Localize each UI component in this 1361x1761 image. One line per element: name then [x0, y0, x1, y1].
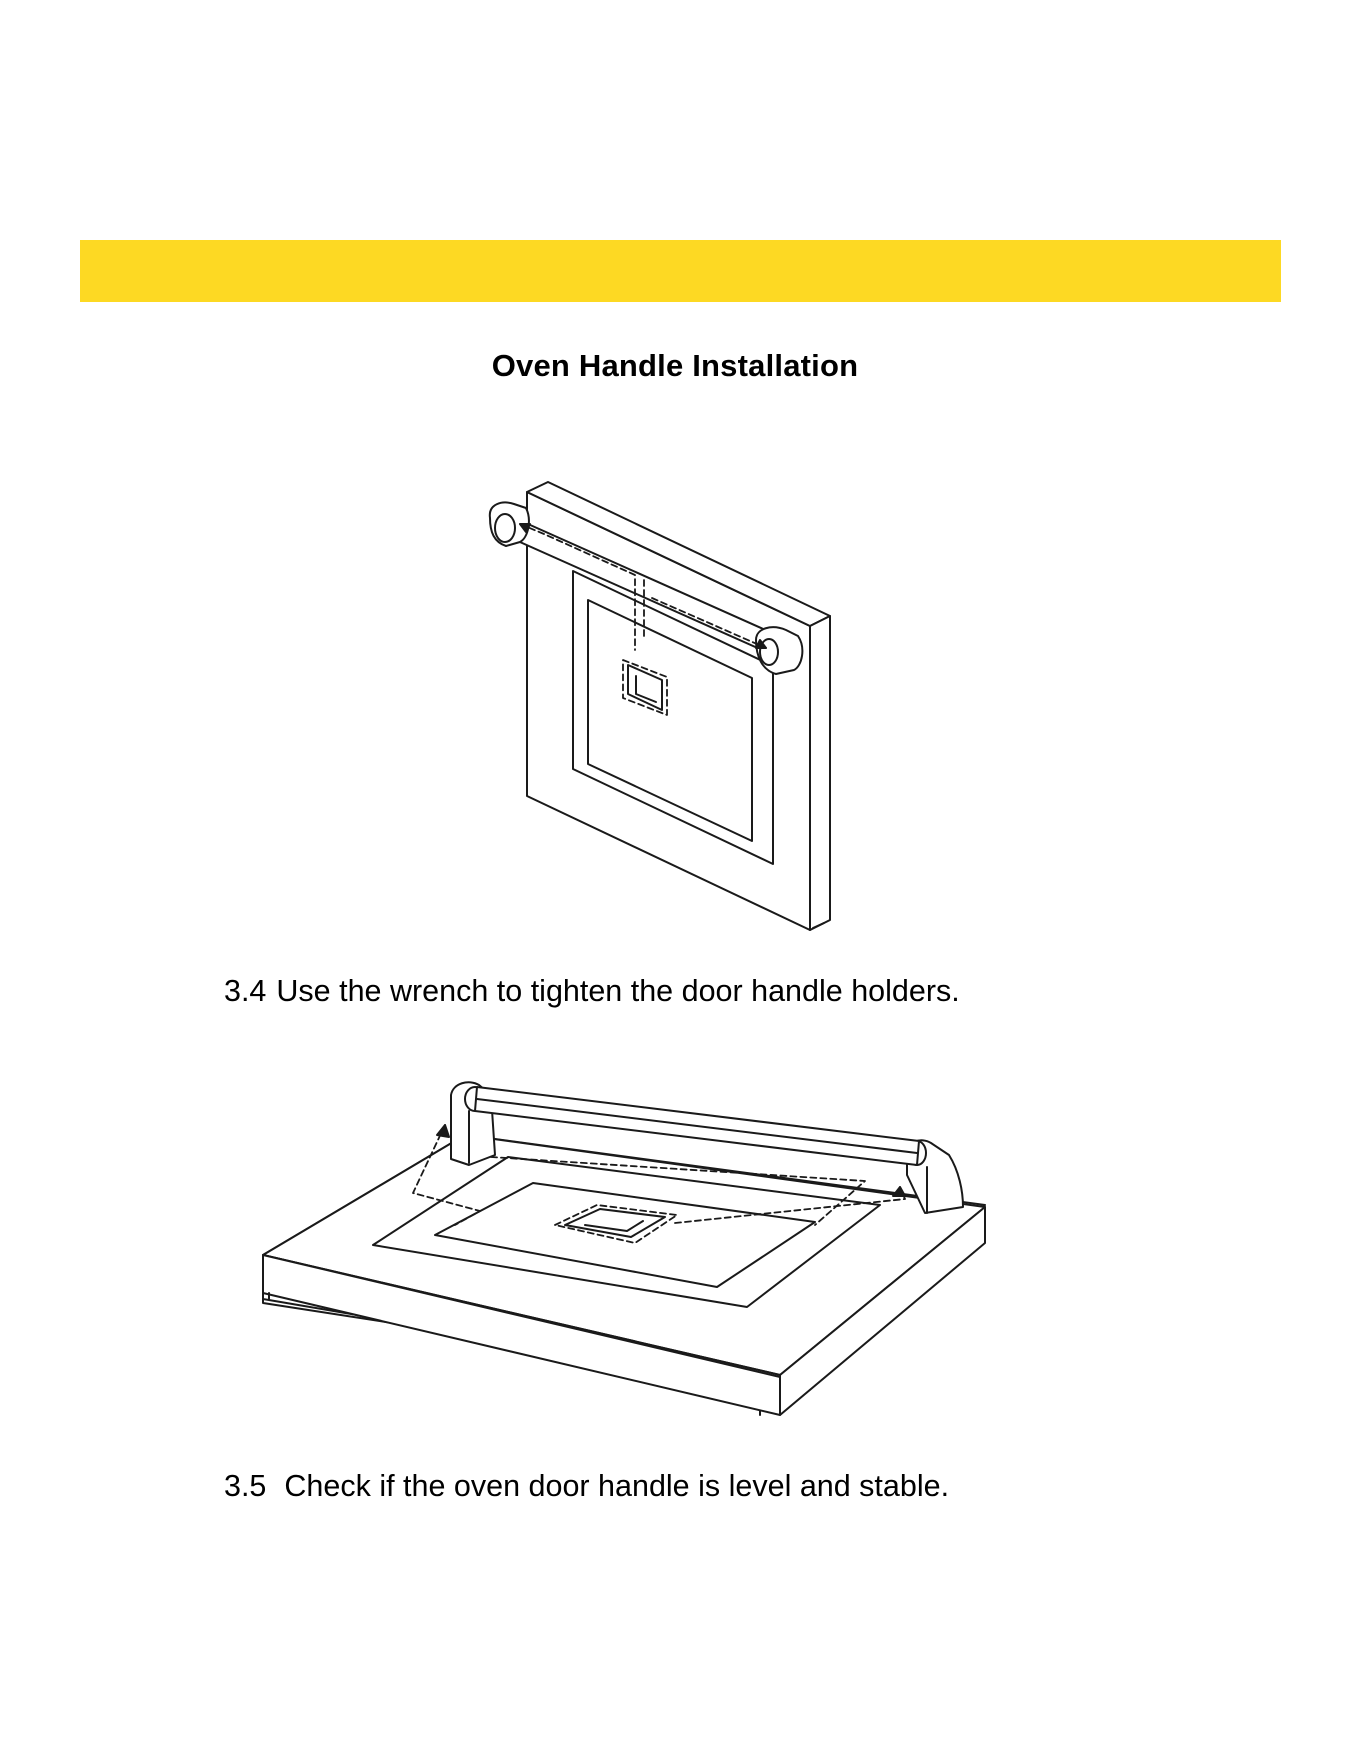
page-title: Oven Handle Installation: [491, 348, 859, 383]
step-text: Check if the oven door handle is level and stable.: [284, 1469, 950, 1503]
door-handle-flat-illustration: [255, 1075, 1000, 1385]
yellow-header-banner: [80, 240, 1281, 302]
step-number: 3.4: [224, 974, 267, 1008]
step-number: 3.5: [224, 1469, 267, 1503]
step-3-5: [224, 1469, 949, 1504]
step-3-4: [224, 974, 960, 1009]
door-handle-upright-illustration: [480, 480, 840, 940]
step-text: Use the wrench to tighten the door handle holders.: [276, 974, 960, 1008]
